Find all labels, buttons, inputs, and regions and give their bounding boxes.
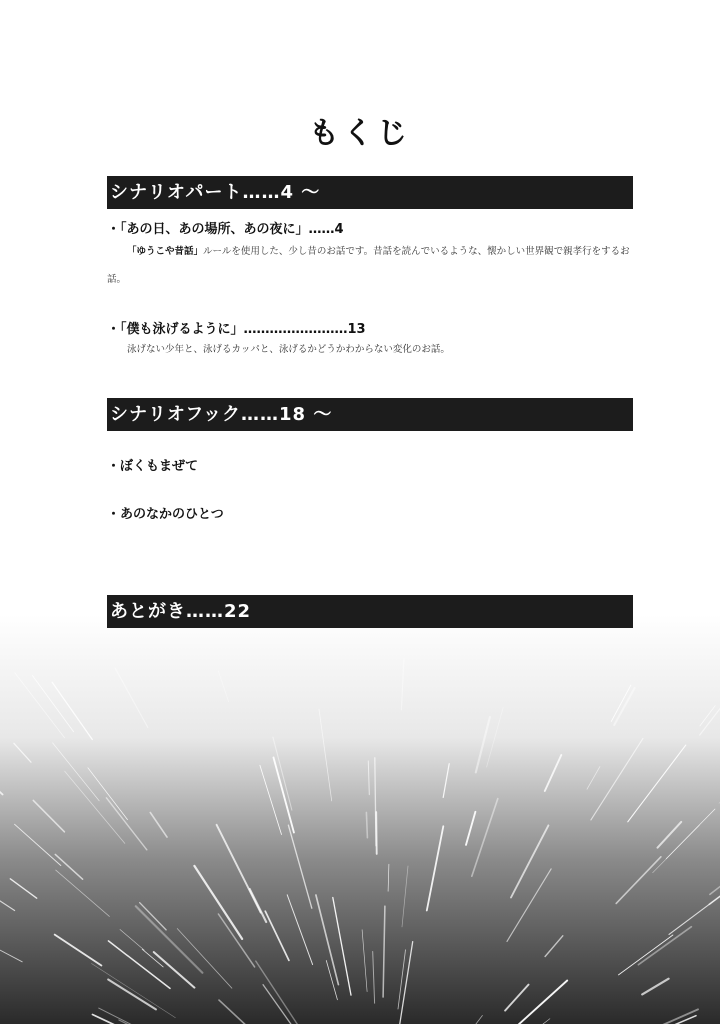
toc-entry-boku-mo-oyogeru: ・「僕も泳げるように」……………………13 xyxy=(107,322,366,337)
toc-entry-ano-hi-description xyxy=(107,238,633,294)
description-text: ルールを使用した、少し昔のお話です。昔話を読んでいるような、懐かしい世界観で親孝行をするお話。 xyxy=(107,246,630,285)
spark-streak xyxy=(366,812,367,837)
section-heading-scenario-part: シナリオパート……4 〜 xyxy=(107,176,633,209)
description-text: 泳げない少年と、泳げるカッパと、泳げるかどうかわからない変化のお話。 xyxy=(127,344,450,355)
toc-entry-boku-mo-oyogeru-description xyxy=(107,336,633,364)
description-highlight: 「ゆうこや昔話」 xyxy=(127,246,204,257)
page-title: もくじ xyxy=(309,116,411,151)
spark-streak xyxy=(376,812,377,854)
toc-entry-boku-mo-mazete: ・ぼくもまぜて xyxy=(107,459,199,474)
section-heading-scenario-hook: シナリオフック……18 〜 xyxy=(107,398,633,431)
section-heading-afterword: あとがき……22 xyxy=(107,595,633,628)
toc-entry-ano-naka-no-hitotsu: ・あのなかのひとつ xyxy=(107,507,224,522)
toc-entry-ano-hi: ・「あの日、あの場所、あの夜に」……4 xyxy=(107,222,344,237)
